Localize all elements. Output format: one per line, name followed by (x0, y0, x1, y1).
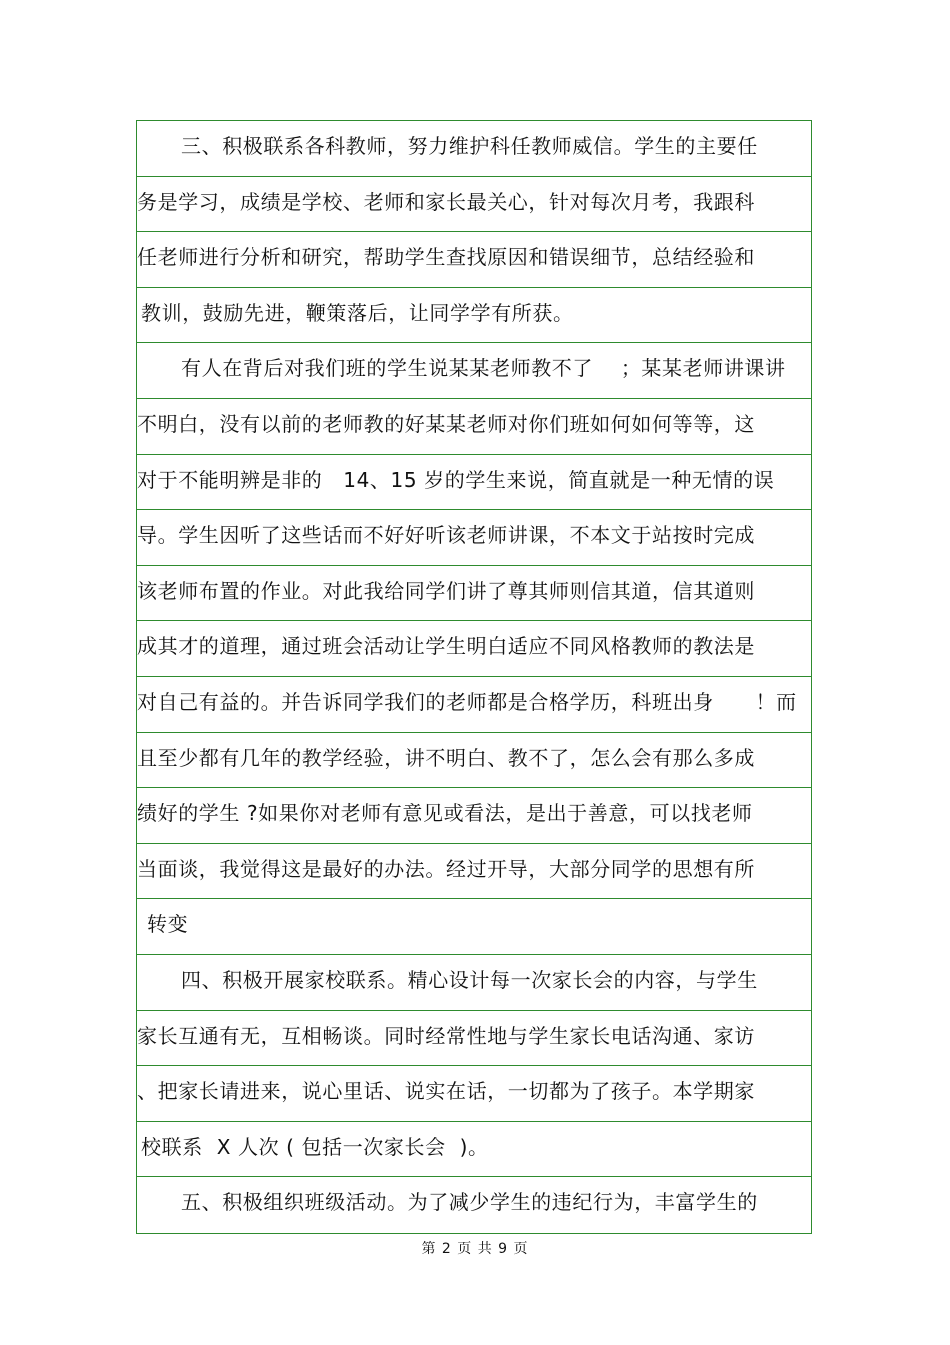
text-line (137, 566, 811, 622)
paragraph-line: 任老师进行分析和研究，帮助学生查找原因和错误细节，总结经验和 (137, 245, 755, 270)
text-line (137, 955, 811, 1011)
lined-text-box (136, 120, 812, 1234)
paragraph-line: 对于不能明辨是非的 14、15 岁的学生来说，简直就是一种无情的误 (137, 467, 775, 492)
text-line (137, 1122, 811, 1178)
paragraph-line: 转变 (147, 912, 189, 937)
text-line (137, 621, 811, 677)
paragraph-line: 导。学生因听了这些话而不好好听该老师讲课，不本文于站按时完成 (137, 523, 755, 548)
text-line (137, 844, 811, 900)
text-line (137, 343, 811, 399)
text-line (137, 677, 811, 733)
paragraph-line: 教训，鼓励先进，鞭策落后，让同学学有所获。 (141, 300, 574, 325)
text-line (137, 455, 811, 511)
text-line (137, 177, 811, 233)
text-line (137, 510, 811, 566)
text-line (137, 288, 811, 344)
text-line (137, 1066, 811, 1122)
text-line (137, 788, 811, 844)
text-line (137, 899, 811, 955)
paragraph-line: 五、积极组织班级活动。为了减少学生的违纪行为，丰富学生的 (181, 1190, 758, 1215)
paragraph-line: 该老师布置的作业。对此我给同学们讲了尊其师则信其道，信其道则 (137, 578, 755, 603)
paragraph-line: 绩好的学生 ?如果你对老师有意见或看法，是出于善意，可以找老师 (137, 801, 753, 826)
paragraph-line: 成其才的道理，通过班会活动让学生明白适应不同风格教师的教法是 (137, 634, 755, 659)
text-line (137, 1011, 811, 1067)
paragraph-line: 不明白，没有以前的老师教的好某某老师对你们班如何如何等等，这 (137, 411, 755, 436)
page-footer: 第 2 页 共 9 页 (421, 1241, 529, 1257)
text-line (137, 232, 811, 288)
paragraph-line: 对自己有益的。并告诉同学我们的老师都是合格学历，科班出身 ！而 (137, 689, 797, 714)
paragraph-line: 且至少都有几年的教学经验，讲不明白、教不了，怎么会有那么多成 (137, 745, 755, 770)
paragraph-line: 当面谈，我觉得这是最好的办法。经过开导，大部分同学的思想有所 (137, 856, 755, 881)
text-line (137, 733, 811, 789)
paragraph-line: 、把家长请进来，说心里话、说实在话，一切都为了孩子。本学期家 (137, 1079, 755, 1104)
paragraph-line: 务是学习，成绩是学校、老师和家长最关心，针对每次月考，我跟科 (137, 189, 755, 214)
paragraph-line: 家长互通有无，互相畅谈。同时经常性地与学生家长电话沟通、家访 (137, 1023, 755, 1048)
paragraph-line: 校联系 X 人次 ( 包括一次家长会 )。 (141, 1134, 489, 1159)
paragraph-line: 有人在背后对我们班的学生说某某老师教不了 ；某某老师讲课讲 (181, 356, 786, 381)
paragraph-line: 三、积极联系各科教师，努力维护科任教师威信。学生的主要任 (181, 134, 758, 158)
text-line (137, 121, 811, 177)
text-line (137, 399, 811, 455)
text-line (137, 1177, 811, 1233)
paragraph-line: 四、积极开展家校联系。精心设计每一次家长会的内容，与学生 (181, 967, 758, 992)
